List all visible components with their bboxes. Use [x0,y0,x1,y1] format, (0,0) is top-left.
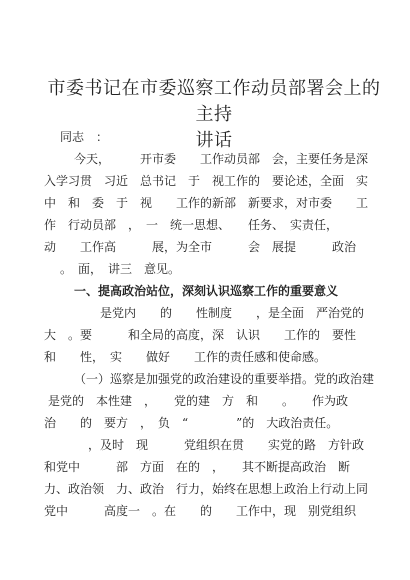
body-line-2: 入学习贯 习近 总书记 于 视工作的 要论述，全面 实 [44,174,369,188]
title-line-2: 讲话 [195,130,233,151]
body-line-5: 动 工作高 展，为全市 会 展提 政治 [44,240,357,254]
body-line-15: 和党中 部 方面 在的 ， 其不断提高政治 断 [44,460,351,474]
body-line-12: 是党的 本性建 ， 党的建 方 和 。 作为政 [48,394,349,408]
body-line-14: ，及时 现 党组织在贯 实党的路 方针政 [88,438,365,452]
salutation: 同志 ： [60,130,109,144]
body-line-13: 治 的 要方 ， 负 “ ”的 大政治责任。 [44,416,339,430]
body-line-16: 力、政治领 力、政治 行力，始终在思想上政治上行动上同 [44,482,369,496]
title-line-1: 市委书记在市委巡察工作动员部署会上的主持 [47,78,381,125]
body-line-10: 和 性， 实 做好 工作的责任感和使命感。 [44,350,327,364]
body-line-8: 是党内 的 性制度 ，是全面 严治党的 [100,306,365,320]
body-line-9: 大 。要 和全局的高度，深 认识 工作的 要性 [44,328,357,342]
body-line-3: 中 和 委 于 视 工作的新部 新要求，对市委 工 [44,196,369,210]
body-line-1: 今天， 开市委 工作动员部 会，主要任务是深 [74,152,369,166]
body-line-17: 党中 高度一 。在 的 工作中，现 别党组织 [44,504,357,518]
section-heading-1: 一、提高政治站位，深刻认识巡察工作的重要意义 [74,284,339,298]
subsection-heading-1: （一）巡察是加强党的政治建设的重要举措。党的政治建 [74,372,375,386]
body-line-6: 。 面， 讲三 意见。 [60,262,181,276]
body-line-4: 作 行动员部 ， 一 统一思想、 任务、 实责任， [44,218,339,232]
